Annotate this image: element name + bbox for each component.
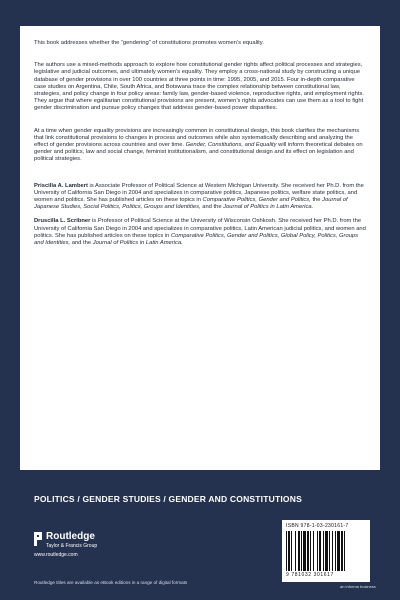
- blurb-paragraph-1: This book addresses whether the “gendering” of constitutions promotes women’s equality.: [34, 40, 264, 46]
- subject-categories: POLITICS / GENDER STUDIES / GENDER AND CONSTITUTIONS: [34, 494, 302, 504]
- informa-tagline: an informa business: [340, 584, 376, 589]
- barcode-box: [282, 520, 370, 582]
- bio-text: is Associate Professor of Political Science at Western Michigan University. She received her Ph.D. from the University of California San Diego in 2004 and specializes in comparative politics, Japanese politics, welfare state politics, and women and politics. She has published articles on these topics in: [34, 182, 364, 204]
- journal-list: Journal of Japanese Studies, Social Politics, Politics, Groups and Identities,: [34, 197, 348, 211]
- routledge-mark-icon: [34, 532, 42, 546]
- author-name: Druscilla L. Scribner: [34, 218, 91, 225]
- book-title-italic: Gender, Constitutions, and Equality: [185, 142, 277, 149]
- author-bio-scribner: [34, 218, 366, 247]
- publisher-url: www.routledge.com: [34, 552, 78, 558]
- journal-list: Comparative Politics, Gender and Politics, Global Policy, Politics, Groups and Identities,: [34, 232, 359, 247]
- barcode-digits: 9 781032 301617: [286, 572, 334, 578]
- blurb-p3-end: will inform theoretical debates on gender and politics, law and social change, feminist institutionalism, and constitutional design and its effect on legislation and political strategies.: [34, 142, 363, 163]
- blurb-paragraph-3: [34, 128, 366, 164]
- publisher-brand: Routledge: [46, 531, 95, 542]
- bio-text: is Professor of Political Science at the University of Wisconsin Oshkosh. She received her Ph.D. from the University of California San Diego in 2004 and specializes in comparative politics, Latin American judicial politics, and women and politics. She has published articles on these topics in: [34, 218, 366, 239]
- publisher-group: Taylor & Francis Group: [46, 543, 98, 549]
- journal-list: Comparative Politics, Gender and Politics,: [202, 197, 311, 204]
- bio-connector: and the: [71, 240, 92, 247]
- bio-connector: and the: [202, 204, 222, 211]
- isbn-label: ISBN 978-1-03-230161-7: [286, 523, 349, 529]
- journal-list: Journal of Politics in Latin America.: [223, 204, 314, 211]
- author-bio-lambert: [34, 183, 366, 212]
- author-name: Priscilla A. Lambert: [34, 182, 88, 189]
- ebook-footnote: Routledge titles are available as eBook editions in a range of digital formats: [34, 580, 188, 585]
- bio-connector: the: [312, 197, 321, 204]
- back-cover-text-panel: [20, 26, 380, 470]
- blurb-p3-start: At a time when gender equality provisions are increasingly common in constitutional design, this book clarifies the mechanisms that link constitutional provisions to changes in process and outcomes while also systematically describing and analyzing the effect of gender provisions across countries and over time.: [34, 127, 360, 149]
- journal-list: Journal of Politics in Latin America.: [92, 240, 183, 247]
- blurb-paragraph-2: The authors use a mixed-methods approach to explore how constitutional gender rights affect political processes and strategies, legislative and judicial outcomes, and ultimately women’s equality. They employ a cross-national study by constructing a unique database of gender provisions in over 100 countries at three points in time: 1995, 2005, and 2015. Four in-depth comparative case studies on Argentina, Chile, South Africa, and Botswana trace the complex relationship between constitutional law, strategies, and policy change in four policy areas: family law, gender-based violence, reproductive rights, and employment rights. They argue that where egalitarian constitutional provisions are present, women’s rights advocates can use them as a tool to fight gender discrimination and pursue policy changes that address gender-based power disparities.: [34, 62, 364, 112]
- barcode-icon: [286, 531, 366, 571]
